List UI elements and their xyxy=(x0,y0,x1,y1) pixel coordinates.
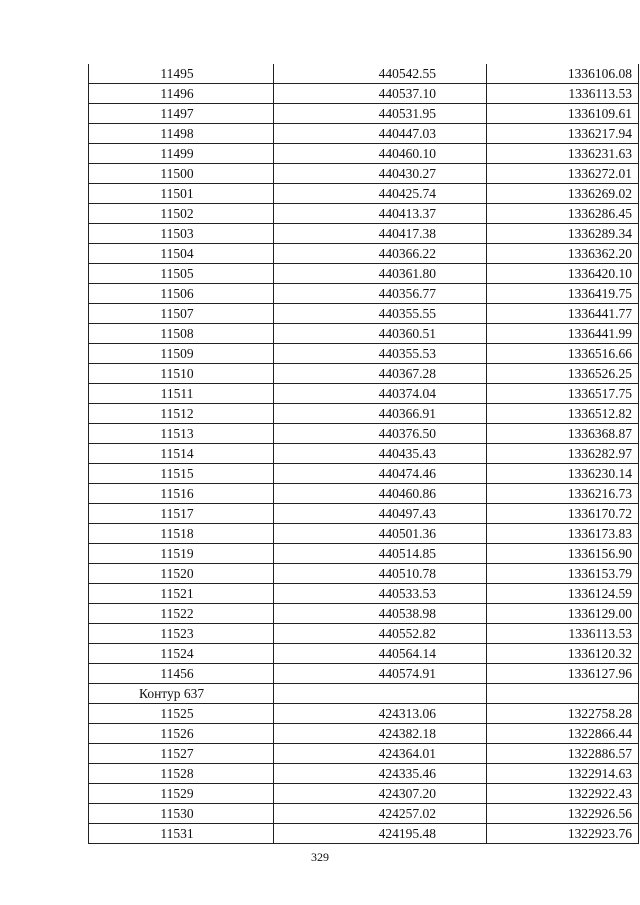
y-coordinate-cell: 1336216.73 xyxy=(487,484,639,504)
point-number-cell: 11499 xyxy=(89,144,274,164)
point-number-cell: 11504 xyxy=(89,244,274,264)
point-number-cell: 11505 xyxy=(89,264,274,284)
y-coordinate-cell: 1336113.53 xyxy=(487,84,639,104)
point-number-cell: 11514 xyxy=(89,444,274,464)
y-coordinate-cell: 1322914.63 xyxy=(487,764,639,784)
point-number-cell: 11502 xyxy=(89,204,274,224)
y-coordinate-cell: 1336124.59 xyxy=(487,584,639,604)
y-coordinate-cell: 1322923.76 xyxy=(487,824,639,844)
table-row xyxy=(89,704,639,724)
table-row xyxy=(89,364,639,384)
y-coordinate-cell: 1336217.94 xyxy=(487,124,639,144)
y-coordinate-cell: 1336272.01 xyxy=(487,164,639,184)
point-number-cell: 11522 xyxy=(89,604,274,624)
y-coordinate-cell: 1336269.02 xyxy=(487,184,639,204)
table-row xyxy=(89,484,639,504)
table-row xyxy=(89,824,639,844)
table-row xyxy=(89,504,639,524)
table-row xyxy=(89,404,639,424)
x-coordinate-cell: 440474.46 xyxy=(274,464,487,484)
point-number-cell: 11523 xyxy=(89,624,274,644)
point-number-cell: 11503 xyxy=(89,224,274,244)
table-row xyxy=(89,384,639,404)
section-label: Контур 637 xyxy=(89,684,274,704)
y-coordinate-cell: 1336282.97 xyxy=(487,444,639,464)
x-coordinate-cell: 440355.53 xyxy=(274,344,487,364)
y-coordinate-cell: 1336419.75 xyxy=(487,284,639,304)
empty-cell xyxy=(274,684,487,704)
y-coordinate-cell: 1322758.28 xyxy=(487,704,639,724)
table-row xyxy=(89,304,639,324)
table-row xyxy=(89,284,639,304)
y-coordinate-cell: 1322926.56 xyxy=(487,804,639,824)
table-row xyxy=(89,264,639,284)
point-number-cell: 11496 xyxy=(89,84,274,104)
x-coordinate-cell: 440514.85 xyxy=(274,544,487,564)
table-row xyxy=(89,224,639,244)
x-coordinate-cell: 424364.01 xyxy=(274,744,487,764)
x-coordinate-cell: 440417.38 xyxy=(274,224,487,244)
y-coordinate-cell: 1336109.61 xyxy=(487,104,639,124)
y-coordinate-cell: 1336120.32 xyxy=(487,644,639,664)
x-coordinate-cell: 440460.86 xyxy=(274,484,487,504)
y-coordinate-cell: 1322866.44 xyxy=(487,724,639,744)
point-number-cell: 11527 xyxy=(89,744,274,764)
x-coordinate-cell: 440366.91 xyxy=(274,404,487,424)
point-number-cell: 11509 xyxy=(89,344,274,364)
table-row xyxy=(89,324,639,344)
x-coordinate-cell: 440413.37 xyxy=(274,204,487,224)
point-number-cell: 11507 xyxy=(89,304,274,324)
table-row xyxy=(89,84,639,104)
point-number-cell: 11521 xyxy=(89,584,274,604)
x-coordinate-cell: 440355.55 xyxy=(274,304,487,324)
x-coordinate-cell: 440374.04 xyxy=(274,384,487,404)
table-row xyxy=(89,144,639,164)
y-coordinate-cell: 1336156.90 xyxy=(487,544,639,564)
point-number-cell: 11524 xyxy=(89,644,274,664)
point-number-cell: 11498 xyxy=(89,124,274,144)
x-coordinate-cell: 424257.02 xyxy=(274,804,487,824)
coordinates-table-body xyxy=(89,64,639,844)
x-coordinate-cell: 440430.27 xyxy=(274,164,487,184)
point-number-cell: 11518 xyxy=(89,524,274,544)
y-coordinate-cell: 1336516.66 xyxy=(487,344,639,364)
y-coordinate-cell: 1336286.45 xyxy=(487,204,639,224)
y-coordinate-cell: 1322886.57 xyxy=(487,744,639,764)
x-coordinate-cell: 440574.91 xyxy=(274,664,487,684)
table-row xyxy=(89,444,639,464)
x-coordinate-cell: 440361.80 xyxy=(274,264,487,284)
point-number-cell: 11519 xyxy=(89,544,274,564)
x-coordinate-cell: 440538.98 xyxy=(274,604,487,624)
x-coordinate-cell: 440564.14 xyxy=(274,644,487,664)
table-row xyxy=(89,164,639,184)
y-coordinate-cell: 1336106.08 xyxy=(487,64,639,84)
y-coordinate-cell: 1336170.72 xyxy=(487,504,639,524)
y-coordinate-cell: 1336153.79 xyxy=(487,564,639,584)
table-row xyxy=(89,744,639,764)
table-row xyxy=(89,624,639,644)
table-row xyxy=(89,584,639,604)
table-row xyxy=(89,564,639,584)
y-coordinate-cell: 1336230.14 xyxy=(487,464,639,484)
table-row xyxy=(89,244,639,264)
table-row xyxy=(89,804,639,824)
point-number-cell: 11500 xyxy=(89,164,274,184)
point-number-cell: 11501 xyxy=(89,184,274,204)
table-row xyxy=(89,184,639,204)
y-coordinate-cell: 1336127.96 xyxy=(487,664,639,684)
x-coordinate-cell: 440497.43 xyxy=(274,504,487,524)
table-row xyxy=(89,464,639,484)
x-coordinate-cell: 440531.95 xyxy=(274,104,487,124)
point-number-cell: 11456 xyxy=(89,664,274,684)
table-row xyxy=(89,764,639,784)
y-coordinate-cell: 1336441.99 xyxy=(487,324,639,344)
y-coordinate-cell: 1336129.00 xyxy=(487,604,639,624)
point-number-cell: 11515 xyxy=(89,464,274,484)
table-row xyxy=(89,124,639,144)
x-coordinate-cell: 440360.51 xyxy=(274,324,487,344)
x-coordinate-cell: 424313.06 xyxy=(274,704,487,724)
point-number-cell: 11530 xyxy=(89,804,274,824)
point-number-cell: 11528 xyxy=(89,764,274,784)
table-row xyxy=(89,104,639,124)
point-number-cell: 11497 xyxy=(89,104,274,124)
point-number-cell: 11508 xyxy=(89,324,274,344)
x-coordinate-cell: 440537.10 xyxy=(274,84,487,104)
y-coordinate-cell: 1336173.83 xyxy=(487,524,639,544)
point-number-cell: 11520 xyxy=(89,564,274,584)
point-number-cell: 11531 xyxy=(89,824,274,844)
x-coordinate-cell: 424335.46 xyxy=(274,764,487,784)
y-coordinate-cell: 1336231.63 xyxy=(487,144,639,164)
point-number-cell: 11529 xyxy=(89,784,274,804)
x-coordinate-cell: 440435.43 xyxy=(274,444,487,464)
x-coordinate-cell: 440533.53 xyxy=(274,584,487,604)
x-coordinate-cell: 440501.36 xyxy=(274,524,487,544)
y-coordinate-cell: 1336362.20 xyxy=(487,244,639,264)
y-coordinate-cell: 1336512.82 xyxy=(487,404,639,424)
table-row xyxy=(89,664,639,684)
x-coordinate-cell: 424195.48 xyxy=(274,824,487,844)
page-number: 329 xyxy=(311,850,329,864)
point-number-cell: 11506 xyxy=(89,284,274,304)
y-coordinate-cell: 1336441.77 xyxy=(487,304,639,324)
table-row xyxy=(89,424,639,444)
y-coordinate-cell: 1336113.53 xyxy=(487,624,639,644)
table-row xyxy=(89,204,639,224)
x-coordinate-cell: 440366.22 xyxy=(274,244,487,264)
section-row xyxy=(89,684,639,704)
table-row xyxy=(89,544,639,564)
x-coordinate-cell: 440510.78 xyxy=(274,564,487,584)
table-row xyxy=(89,724,639,744)
point-number-cell: 11511 xyxy=(89,384,274,404)
x-coordinate-cell: 440447.03 xyxy=(274,124,487,144)
point-number-cell: 11517 xyxy=(89,504,274,524)
x-coordinate-cell: 440367.28 xyxy=(274,364,487,384)
y-coordinate-cell: 1336368.87 xyxy=(487,424,639,444)
point-number-cell: 11525 xyxy=(89,704,274,724)
x-coordinate-cell: 424382.18 xyxy=(274,724,487,744)
point-number-cell: 11516 xyxy=(89,484,274,504)
x-coordinate-cell: 440425.74 xyxy=(274,184,487,204)
table-row xyxy=(89,64,639,84)
empty-cell xyxy=(487,684,639,704)
y-coordinate-cell: 1336517.75 xyxy=(487,384,639,404)
point-number-cell: 11512 xyxy=(89,404,274,424)
x-coordinate-cell: 440356.77 xyxy=(274,284,487,304)
point-number-cell: 11513 xyxy=(89,424,274,444)
x-coordinate-cell: 440552.82 xyxy=(274,624,487,644)
y-coordinate-cell: 1336420.10 xyxy=(487,264,639,284)
y-coordinate-cell: 1336526.25 xyxy=(487,364,639,384)
y-coordinate-cell: 1322922.43 xyxy=(487,784,639,804)
table-row xyxy=(89,784,639,804)
coordinates-table xyxy=(88,64,639,844)
table-row xyxy=(89,644,639,664)
y-coordinate-cell: 1336289.34 xyxy=(487,224,639,244)
table-row xyxy=(89,524,639,544)
x-coordinate-cell: 440542.55 xyxy=(274,64,487,84)
point-number-cell: 11526 xyxy=(89,724,274,744)
x-coordinate-cell: 440460.10 xyxy=(274,144,487,164)
point-number-cell: 11510 xyxy=(89,364,274,384)
point-number-cell: 11495 xyxy=(89,64,274,84)
x-coordinate-cell: 424307.20 xyxy=(274,784,487,804)
table-row xyxy=(89,604,639,624)
x-coordinate-cell: 440376.50 xyxy=(274,424,487,444)
table-row xyxy=(89,344,639,364)
